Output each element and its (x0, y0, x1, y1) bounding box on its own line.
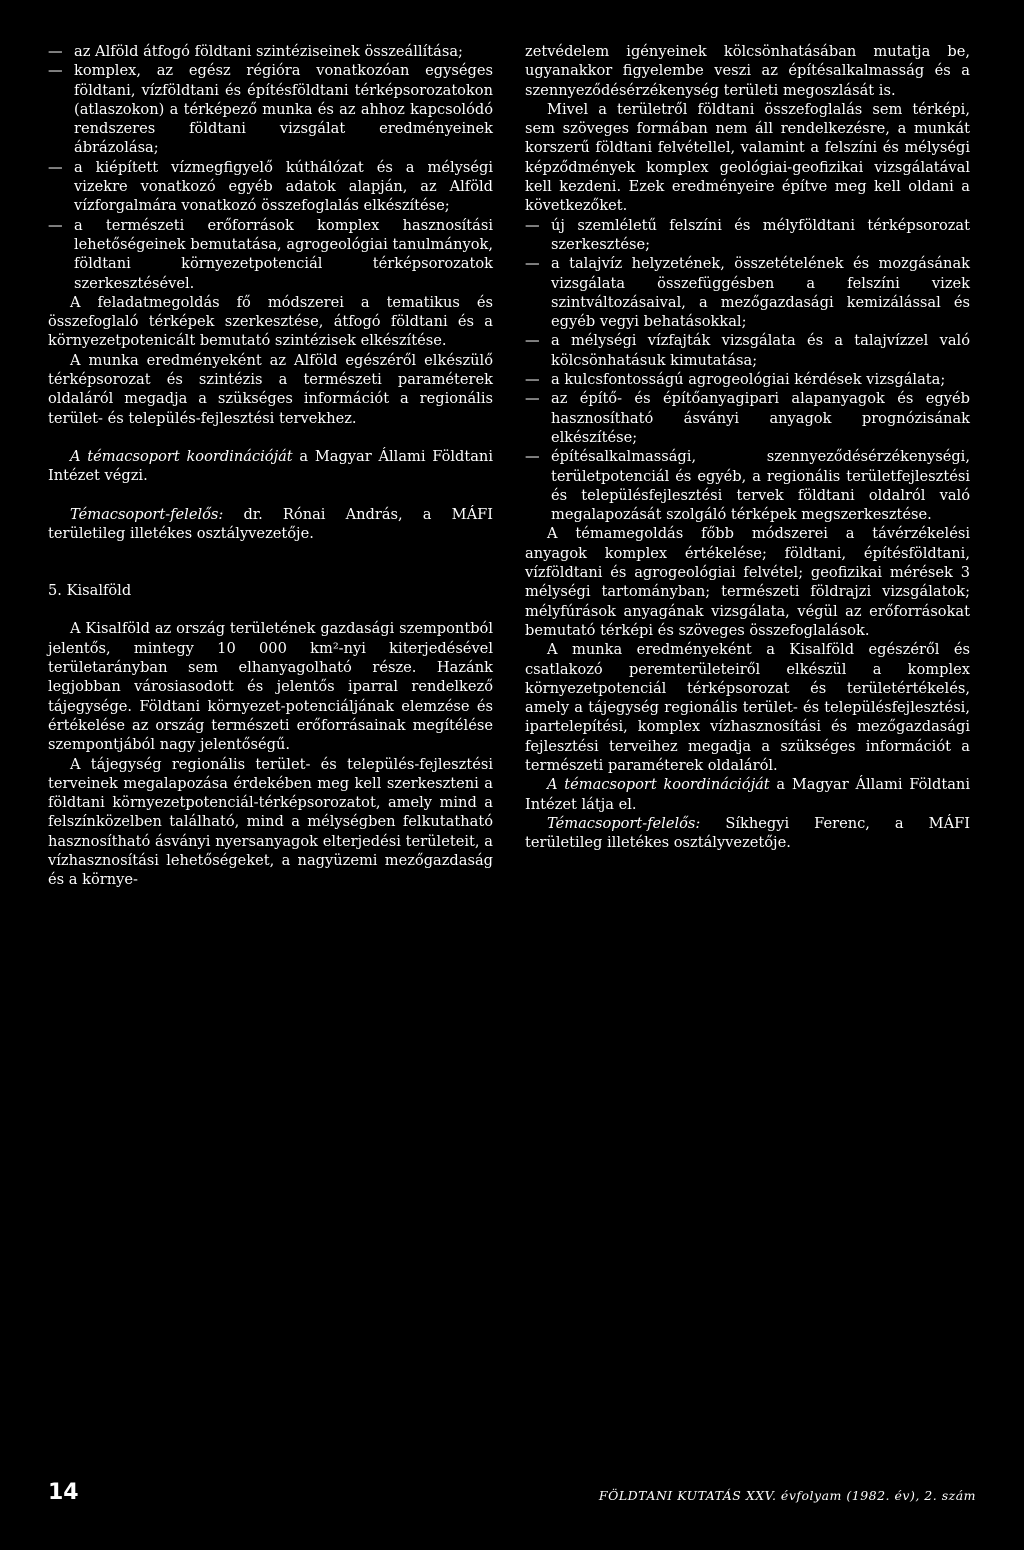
left-column (48, 42, 493, 890)
page-footer (48, 1480, 976, 1510)
journal-reference: FÖLDTANI KUTATÁS XXV. évfolyam (1982. év), 2. szám (598, 1488, 976, 1503)
responsible-text: Síkhegyi Ferenc, a MÁFI területileg illetékes osztályvezetője. (525, 814, 970, 852)
coordination-note (525, 775, 970, 814)
paragraph-result: A munka eredményeként a Kisalföld egészéről és csatlakozó peremterületeiről elkészül a komplex környezetpotenciál térképsorozat és területértékelés, amely a tájegység regionális terület- és településfejlesztési, ipartelepítési, komplex vízhasznosítási és mezőgazdasági fejlesztési terveihez megadja a szükséges információt a természeti paraméterek oldaláról. (525, 641, 970, 774)
coordination-label: A témacsoport koordinációját (70, 447, 293, 465)
coordination-text: a Magyar Állami Földtani Intézet végzi. (48, 447, 494, 485)
responsible-note (525, 814, 970, 853)
list-item: — a kulcsfontosságú agrogeológiai kérdések vizsgálata; (525, 370, 970, 389)
coordination-note (48, 447, 493, 486)
list-item: — a kiépített vízmegfigyelő kúthálózat és a mélységi vizekre vonatkozó egyéb adatok alapján, az Alföld vízforgalmára vonatkozó összefoglalás elkészítése; (48, 158, 493, 216)
paragraph-kisalfold-plans: A tájegység regionális terület- és település-fejlesztési terveinek megalapozása érdekében meg kell szerkeszteni a földtani környezetpotenciál-térképsorozatot, amely mind a felszínközelben található, mind a mélységben felkutatható hasznosítható ásványi nyersanyagok elterjedési területeit, a vízhasznosítási lehetőségeket, a nagyüzemi mezőgazdaság és a környe- (48, 755, 493, 889)
responsible-text: dr. Rónai András, a MÁFI területileg illetékes osztályvezetője. (48, 505, 493, 542)
right-column (525, 42, 970, 852)
list-item: — az Alföld átfogó földtani szintéziseinek összeállítása; (48, 42, 493, 61)
paragraph-kisalfold-intro: A Kisalföld az ország területének gazdasági szempontból jelentős, mintegy 10 000 km²-nyi kiterjedésével területarányban sem elhanyagolható része. Hazánk legjobban városiasodott és jelentős iparral rendelkező tájegysége. Földtani környezet-potenciáljának elemzése és értékelése az ország természeti erőforrásainak megítélése szempontjából nagy jelentőségű. (48, 620, 493, 754)
list-item: — a mélységi vízfajták vizsgálata és a talajvízzel való kölcsönhatásuk kimutatása; (525, 331, 970, 370)
paragraph-missing-summary: Mivel a területről földtani összefoglalás sem térképi, sem szöveges formában nem áll rendelkezésre, a munkát korszerű földtani felvétellel, valamint a felszíni és mélységi képződmények komplex geológiai-geofizikai vizsgálatával kell kezdeni. Ezek eredményeire építve meg kell oldani a következőket. (525, 100, 970, 215)
list-item: — az építő- és építőanyagipari alapanyagok és egyéb hasznosítható ásványi anyagok prognózisának elkészítése; (525, 389, 970, 447)
paragraph-continuation: zetvédelem igényeinek kölcsönhatásában mutatja be, ugyanakkor figyelembe veszi az építésalkalmasság és a szennyeződésérzékenység területi megoszlását is. (525, 43, 970, 99)
responsible-label: Témacsoport-felelős: (547, 814, 701, 832)
page-number: 14 (48, 1480, 79, 1505)
list-item: — építésalkalmassági, szennyeződésérzékenységi, területpotenciál és egyéb, a regionális területfejlesztési és településfejlesztési tervek földtani oldalról való megalapozását szolgáló térképek megszerkesztése. (525, 447, 970, 524)
responsible-label: Témacsoport-felelős: (70, 505, 224, 523)
list-item: — a talajvíz helyzetének, összetételének és mozgásának vizsgálata összefüggésben a felszíni vizek szintváltozásaival, a mezőgazdasági kemizálással és egyéb vegyi behatásokkal; (525, 254, 970, 331)
list-item: — új szemléletű felszíni és mélyföldtani térképsorozat szerkesztése; (525, 216, 970, 255)
paragraph-methods: A témamegoldás főbb módszerei a távérzékelési anyagok komplex értékelése; földtani, építésföldtani, vízföldtani és agrogeológiai felvétel; geofizikai mérések 3 mélységi tartományban; természeti földrajzi vizsgálatok; mélyfúrások anyagának vizsgálata, végül az erőforrásokat bemutató térképi és szöveges összefoglalások. (525, 525, 970, 639)
list-item: — komplex, az egész régióra vonatkozóan egységes földtani, vízföldtani és építésföldtani térképsorozatokon (atlaszokon) a térképező munka és az ahhoz kapcsolódó rendszeres földtani vizsgálat eredményeinek ábrázolása; (48, 61, 493, 157)
paragraph-methods: A feladatmegoldás fő módszerei a tematikus és összefoglaló térképek szerkesztése, átfogó földtani és a környezetpotenicált bemutató szintézisek elkészítése. (48, 293, 493, 350)
responsible-note (48, 505, 493, 544)
coordination-text: a Magyar Állami Földtani Intézet látja el. (525, 776, 971, 813)
coordination-label: A témacsoport koordinációját (547, 776, 770, 794)
paragraph-result: A munka eredményeként az Alföld egészéről elkészülő térképsorozat és szintézis a természeti paraméterek oldaláról megadja a szükséges információt a regionális terület- és település-fejlesztési tervekhez. (48, 351, 493, 427)
section-heading: 5. Kisalföld (48, 582, 132, 600)
list-item: — a természeti erőforrások komplex hasznosítási lehetőségeinek bemutatása, agrogeológiai tanulmányok, földtani környezetpotenciál térképsorozatok szerkesztésével. (48, 216, 493, 293)
